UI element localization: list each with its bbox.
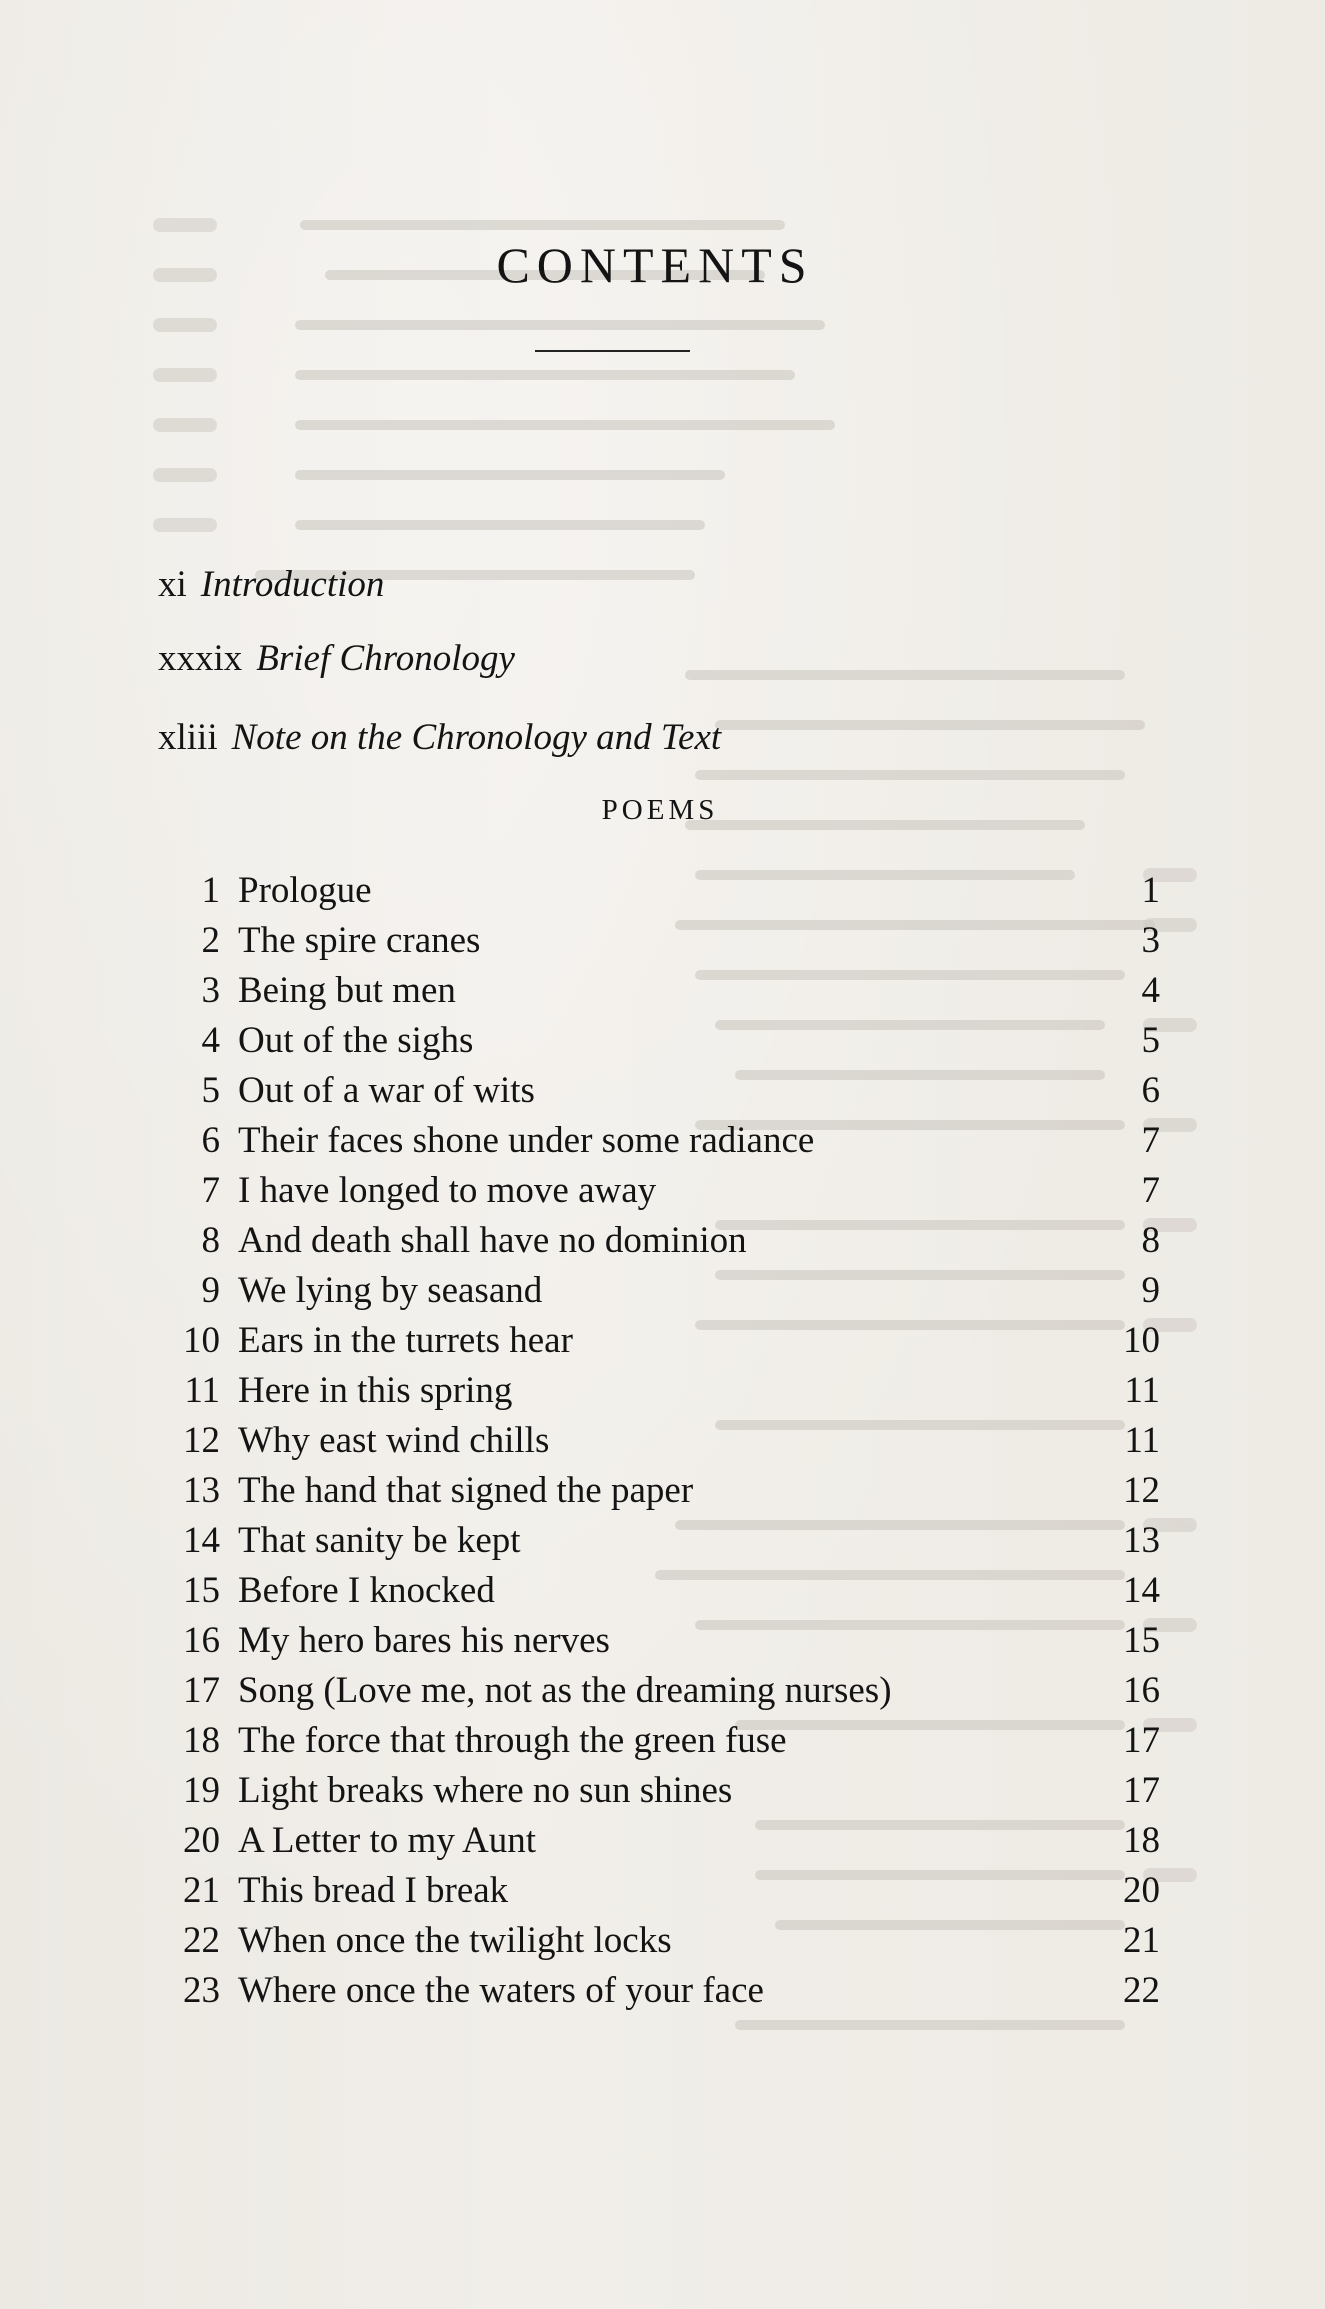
toc-entry[interactable] [0,916,1325,966]
toc-entry[interactable] [0,1266,1325,1316]
poem-number: 3 [201,970,220,1011]
page-number: 11 [1124,1420,1160,1461]
poem-title: The hand that signed the paper [238,1470,694,1511]
page-number: 1 [1141,870,1160,911]
poem-number: 15 [183,1570,220,1611]
page-number: 22 [1123,1970,1160,2011]
poem-title: When once the twilight locks [238,1920,672,1961]
toc-entry[interactable] [0,1516,1325,1566]
poem-title: And death shall have no dominion [238,1220,747,1261]
toc-entry[interactable] [0,1466,1325,1516]
toc-entry[interactable] [0,1916,1325,1966]
poem-title: The force that through the green fuse [238,1720,787,1761]
page-title: CONTENTS [496,237,814,293]
poem-number: 10 [183,1320,220,1361]
poem-number: 16 [183,1620,220,1661]
toc-entry[interactable] [0,1066,1325,1116]
poem-number: 17 [183,1670,220,1711]
page-number: 16 [1123,1670,1160,1711]
poem-number: 1 [201,870,220,911]
page-number: 8 [1141,1220,1160,1261]
poem-title: Out of a war of wits [238,1070,535,1111]
poem-title: A Letter to my Aunt [238,1820,537,1861]
front-matter-page: xxxix [158,638,243,679]
toc-entry[interactable] [0,1566,1325,1616]
poem-title: That sanity be kept [238,1520,521,1561]
page-number: 11 [1124,1370,1160,1411]
page-number: 5 [1141,1020,1160,1061]
poem-title: Song (Love me, not as the dreaming nurses) [238,1670,892,1711]
toc-entry[interactable] [0,1966,1325,2016]
poem-title: My hero bares his nerves [238,1620,610,1661]
toc-entry[interactable] [0,1166,1325,1216]
poem-number: 21 [183,1870,220,1911]
poem-title: Why east wind chills [238,1420,550,1461]
front-matter-page: xliii [158,717,218,758]
toc-entry[interactable] [0,1116,1325,1166]
poem-number: 6 [201,1120,220,1161]
front-matter-note-on-chronology[interactable] [158,716,721,759]
poem-number: 4 [201,1020,220,1061]
front-matter-title: Brief Chronology [256,638,515,679]
front-matter-title: Note on the Chronology and Text [231,717,722,758]
poem-number: 22 [183,1920,220,1961]
page-number: 18 [1123,1820,1160,1861]
poem-title: The spire cranes [238,920,481,961]
poem-number: 9 [201,1270,220,1311]
poem-title: Light breaks where no sun shines [238,1770,733,1811]
front-matter-title: Introduction [200,564,385,605]
page-number: 3 [1141,920,1160,961]
front-matter-introduction[interactable] [158,563,384,606]
poem-number: 20 [183,1820,220,1861]
page-number: 13 [1123,1520,1160,1561]
title-divider [535,350,690,352]
poem-number: 8 [201,1220,220,1261]
toc-entry[interactable] [0,866,1325,916]
front-matter-page: xi [158,564,187,605]
toc-entry[interactable] [0,1416,1325,1466]
poem-number: 2 [201,920,220,961]
poem-title: I have longed to move away [238,1170,657,1211]
toc-entry[interactable] [0,1216,1325,1266]
poem-title: This bread I break [238,1870,509,1911]
page-number: 20 [1123,1870,1160,1911]
page-number: 9 [1141,1270,1160,1311]
poem-title: We lying by seasand [238,1270,543,1311]
poem-number: 7 [201,1170,220,1211]
poem-number: 18 [183,1720,220,1761]
toc-entry[interactable] [0,1716,1325,1766]
poem-number: 11 [184,1370,220,1411]
page-number: 6 [1141,1070,1160,1111]
toc-entry[interactable] [0,1766,1325,1816]
toc-entry[interactable] [0,1366,1325,1416]
toc-entry[interactable] [0,1616,1325,1666]
poem-title: Here in this spring [238,1370,513,1411]
poem-number: 12 [183,1420,220,1461]
front-matter-brief-chronology[interactable] [158,637,515,680]
page-number: 7 [1141,1120,1160,1161]
section-heading-poems: POEMS [601,794,719,826]
toc-entry[interactable] [0,1666,1325,1716]
page-number: 17 [1123,1770,1160,1811]
poem-title: Their faces shone under some radiance [238,1120,815,1161]
poem-title: Out of the sighs [238,1020,474,1061]
toc-entry[interactable] [0,966,1325,1016]
page-number: 7 [1141,1170,1160,1211]
page-number: 12 [1123,1470,1160,1511]
poem-title: Where once the waters of your face [238,1970,764,2011]
page-number: 10 [1123,1320,1160,1361]
page-number: 17 [1123,1720,1160,1761]
page-number: 14 [1123,1570,1160,1611]
toc-entry[interactable] [0,1016,1325,1066]
poem-title: Being but men [238,970,456,1011]
poem-title: Ears in the turrets hear [238,1320,573,1361]
poem-number: 5 [201,1070,220,1111]
toc-entry[interactable] [0,1816,1325,1866]
poem-number: 13 [183,1470,220,1511]
poem-number: 23 [183,1970,220,2011]
page-number: 4 [1141,970,1160,1011]
poem-number: 14 [183,1520,220,1561]
page-number: 15 [1123,1620,1160,1661]
page-number: 21 [1123,1920,1160,1961]
toc-entry[interactable] [0,1316,1325,1366]
toc-entry[interactable] [0,1866,1325,1916]
poem-number: 19 [183,1770,220,1811]
poem-title: Prologue [238,870,372,911]
poem-title: Before I knocked [238,1570,495,1611]
